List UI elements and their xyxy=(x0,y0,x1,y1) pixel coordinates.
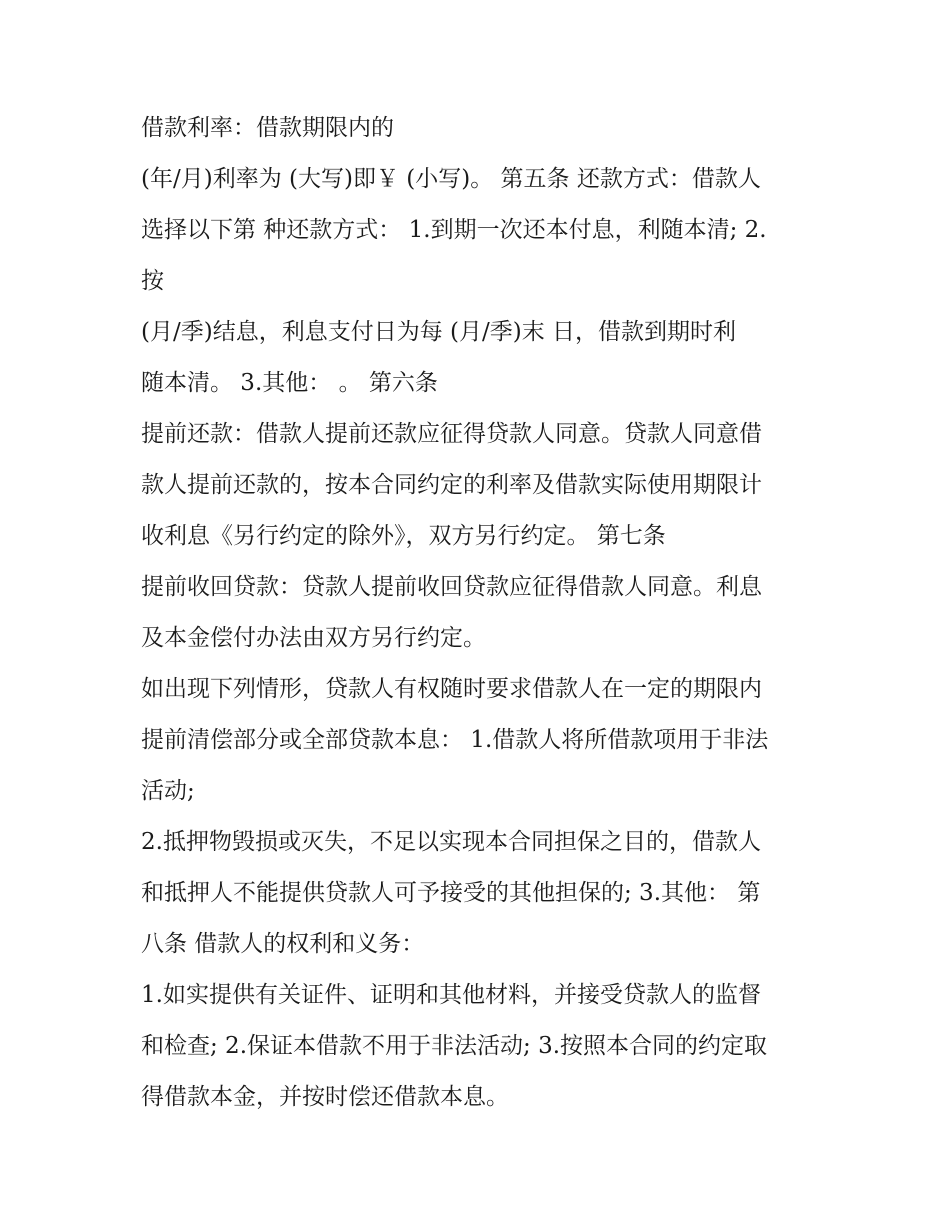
text-line: 提前还款：借款人提前还款应征得贷款人同意。贷款人同意借 xyxy=(141,421,762,447)
text-line: 及本金偿付办法由双方另行约定。 xyxy=(141,625,486,651)
text-line: 活动; xyxy=(141,778,195,804)
text-line: 和抵押人不能提供贷款人可予接受的其他担保的; 3.其他： 第 xyxy=(141,880,761,906)
text-line: 选择以下第 种还款方式： 1.到期一次还本付息，利随本清; 2. xyxy=(141,217,767,243)
text-line: 提前清偿部分或全部贷款本息： 1.借款人将所借款项用于非法 xyxy=(141,727,769,753)
text-line: 借款利率：借款期限内的 xyxy=(141,115,394,141)
text-line: 如出现下列情形，贷款人有权随时要求借款人在一定的期限内 xyxy=(141,676,762,702)
text-line: (月/季)结息，利息支付日为每 (月/季)末 日，借款到期时利 xyxy=(141,319,737,345)
text-line: 得借款本金，并按时偿还借款本息。 xyxy=(141,1084,509,1110)
text-line: 按 xyxy=(141,268,164,294)
contract-text xyxy=(141,103,821,1123)
text-line: 款人提前还款的，按本合同约定的利率及借款实际使用期限计 xyxy=(141,472,762,498)
text-line: 随本清。 3.其他： 。 第六条 xyxy=(141,370,438,396)
text-line: 1.如实提供有关证件、证明和其他材料，并接受贷款人的监督 xyxy=(141,982,761,1008)
text-line: 提前收回贷款：贷款人提前收回贷款应征得借款人同意。利息 xyxy=(141,574,762,600)
text-line: 和检查; 2.保证本借款不用于非法活动; 3.按照本合同的约定取 xyxy=(141,1033,768,1059)
text-line: 收利息《另行约定的除外》，双方另行约定。 第七条 xyxy=(141,523,666,549)
text-line: 八条 借款人的权利和义务： xyxy=(141,931,425,957)
text-line: 2.抵押物毁损或灭失，不足以实现本合同担保之目的，借款人 xyxy=(141,829,761,855)
text-line: (年/月)利率为 (大写)即￥ (小写)。 第五条 还款方式：借款人 xyxy=(141,166,761,192)
